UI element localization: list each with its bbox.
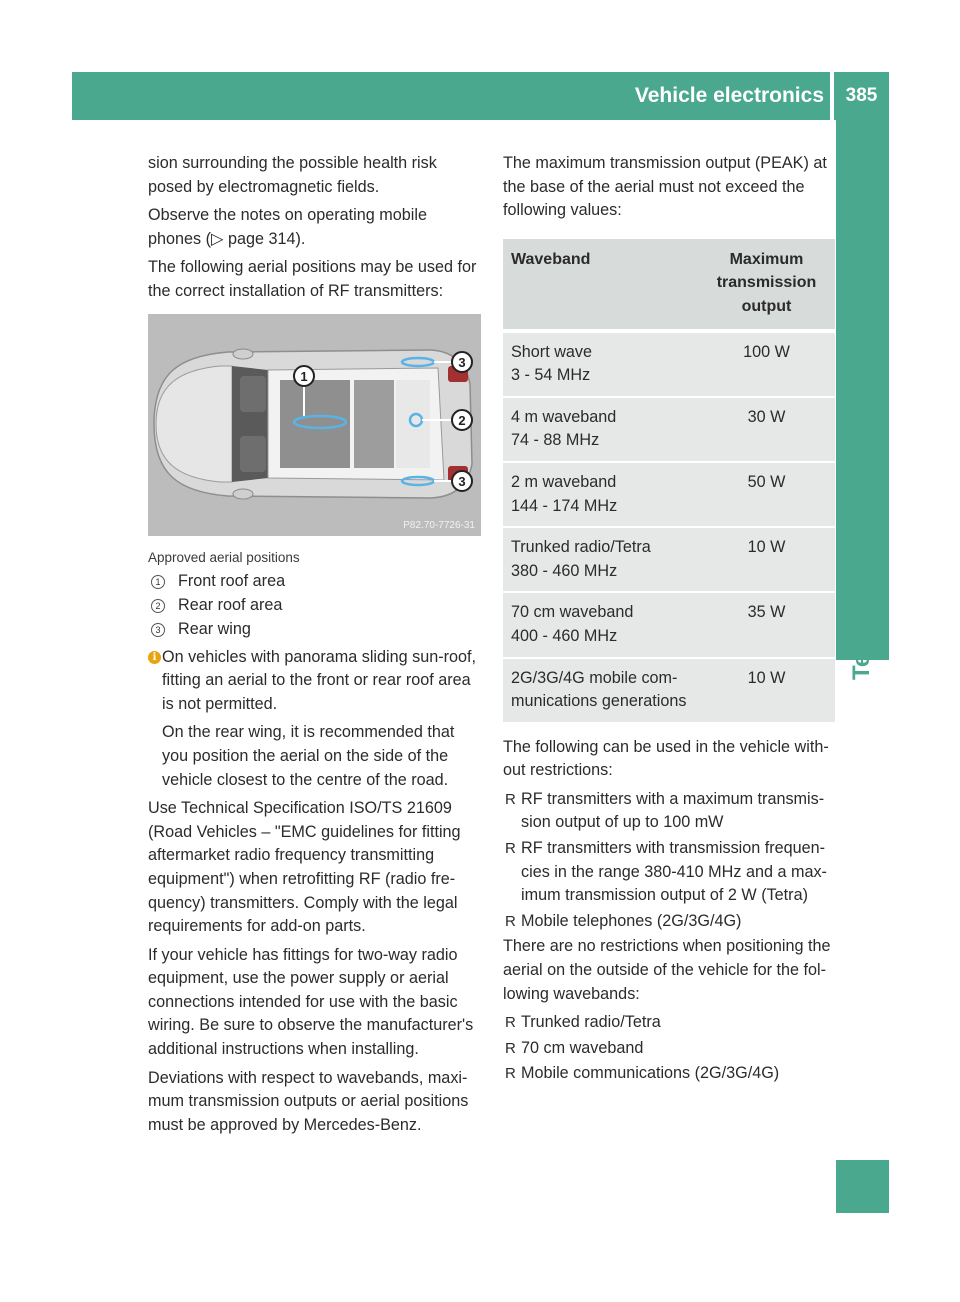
- paragraph: Observe the notes on operating mobile phones (▷ page 314).: [148, 206, 427, 248]
- output-value: 10 W: [698, 657, 835, 722]
- table-header-row: [503, 239, 835, 331]
- legend-number: 2: [151, 599, 165, 613]
- output-value: 35 W: [698, 591, 835, 656]
- paragraph: The following can be used in the vehicle with-out restrictions:: [503, 737, 829, 780]
- list-item: [503, 1062, 835, 1086]
- output-value: 10 W: [698, 526, 835, 591]
- list-item-text: RF transmitters with transmission frequen-cies in the range 380-410 MHz and a max-imum transmission output of 2 W (Tetra): [521, 839, 827, 905]
- waveband-cell: [503, 396, 698, 461]
- legend-label: Front roof area: [178, 571, 286, 590]
- legend-number: 1: [151, 575, 165, 589]
- bullet-symbol: R: [505, 1039, 516, 1057]
- paragraph: sion surrounding the possible health risk posed by electromagnetic fields.: [148, 154, 437, 196]
- table-row: [503, 396, 835, 461]
- waveband-cell: [503, 526, 698, 591]
- info-text: On vehicles with panorama sliding sun-roof, fitting an aerial to the front or rear roof area is not permitted.: [162, 647, 477, 713]
- info-note: [148, 646, 483, 793]
- callout-1: 1: [300, 368, 308, 384]
- list-item: [503, 1011, 835, 1035]
- legend-item: [148, 570, 483, 594]
- output-value: 30 W: [698, 396, 835, 461]
- legend-item: [148, 618, 483, 642]
- table-row: [503, 657, 835, 722]
- bullet-symbol: R: [505, 912, 516, 930]
- bullet-symbol: R: [505, 840, 516, 858]
- list-item: [503, 837, 835, 908]
- list-item-text: 70 cm waveband: [521, 1038, 644, 1057]
- bullet-symbol: R: [505, 790, 516, 808]
- callout-3-top: 3: [458, 354, 466, 370]
- legend-label: Rear roof area: [178, 595, 283, 614]
- callout-2: 2: [458, 412, 466, 428]
- paragraph: The following aerial positions may be used for the correct installation of RF transmitters:: [148, 258, 477, 300]
- waveband-name: 70 cm waveband: [511, 603, 634, 622]
- figure-caption: Approved aerial positions: [148, 549, 300, 565]
- list-item: [503, 1037, 835, 1061]
- info-text: On the rear wing, it is recommended that you position the aerial on the side of the vehicle closest to the centre of the road.: [162, 723, 455, 789]
- right-column: [503, 152, 835, 1088]
- waveband-cell: [503, 591, 698, 656]
- frequency-range: 380 - 460 MHz: [511, 561, 618, 580]
- page-section-title: Vehicle electronics: [634, 84, 824, 107]
- paragraph: Deviations with respect to wavebands, maxi-mum transmission outputs or aerial positions must be approved by Mercedes-Benz.: [148, 1068, 469, 1134]
- table-row: [503, 461, 835, 526]
- waveband-name: 4 m waveband: [511, 407, 617, 426]
- waveband-name: 2 m waveband: [511, 472, 617, 491]
- left-column: [148, 152, 483, 1142]
- waveband-cell: [503, 331, 698, 396]
- list-item: [503, 910, 835, 934]
- frequency-range: 400 - 460 MHz: [511, 626, 618, 645]
- waveband-name: 2G/3G/4G mobile com-: [511, 668, 678, 687]
- column-header-waveband: Waveband: [503, 239, 698, 331]
- legend-number: 3: [151, 623, 165, 637]
- list-item-text: RF transmitters with a maximum transmis-sion output of up to 100 mW: [521, 789, 825, 832]
- info-icon: i: [148, 651, 161, 664]
- list-item: [503, 788, 835, 835]
- paragraph: The maximum transmission output (PEAK) at the base of the aerial must not exceed the following values:: [503, 154, 827, 220]
- table-row: [503, 591, 835, 656]
- chapter-marker: [836, 1160, 889, 1213]
- table-row: [503, 526, 835, 591]
- car-top-view-illustration: [148, 314, 481, 536]
- frequency-range: 74 - 88 MHz: [511, 431, 600, 450]
- paragraph: Use Technical Specification ISO/TS 21609 (Road Vehicles – "EMC guidelines for fitting aftermarket radio frequency transmitting equipment") when retrofitting RF (radio fre-quency) transmitters. Comply with the legal requirements for add-on parts.: [148, 799, 461, 936]
- paragraph: If your vehicle has fittings for two-way radio equipment, use the power supply or aerial connections intended for use with the basic wiring. Be sure to observe the manufacturer's additional instructions when installing.: [148, 945, 474, 1059]
- list-item-text: Trunked radio/Tetra: [521, 1013, 661, 1032]
- bullet-symbol: R: [505, 1014, 516, 1032]
- legend-item: [148, 594, 483, 618]
- output-value: 100 W: [698, 331, 835, 396]
- bullet-symbol: R: [505, 1065, 516, 1083]
- frequency-range: 144 - 174 MHz: [511, 496, 618, 515]
- table-row: [503, 331, 835, 396]
- list-item-text: Mobile communications (2G/3G/4G): [521, 1064, 780, 1083]
- waveband-name: Short wave: [511, 342, 592, 361]
- column-header-max-output: Maximum transmission output: [698, 239, 835, 331]
- frequency-range: 3 - 54 MHz: [511, 366, 591, 385]
- transmission-output-table: [503, 239, 835, 722]
- frequency-range: munications generations: [511, 692, 687, 711]
- figure-code: P82.70-7726-31: [403, 519, 475, 531]
- output-value: 50 W: [698, 461, 835, 526]
- waveband-cell: [503, 657, 698, 722]
- legend-label: Rear wing: [178, 619, 251, 638]
- chapter-label: [836, 515, 889, 680]
- waveband-cell: [503, 461, 698, 526]
- callout-3-bottom: 3: [458, 473, 466, 489]
- list-item-text: Mobile telephones (2G/3G/4G): [521, 911, 742, 930]
- paragraph: There are no restrictions when positioning the aerial on the outside of the vehicle for the fol-lowing wavebands:: [503, 937, 831, 1003]
- chapter-label-text: Technical data: [848, 515, 875, 680]
- waveband-name: Trunked radio/Tetra: [511, 538, 651, 557]
- aerial-positions-figure: [148, 314, 481, 536]
- page-number: 385: [845, 85, 878, 106]
